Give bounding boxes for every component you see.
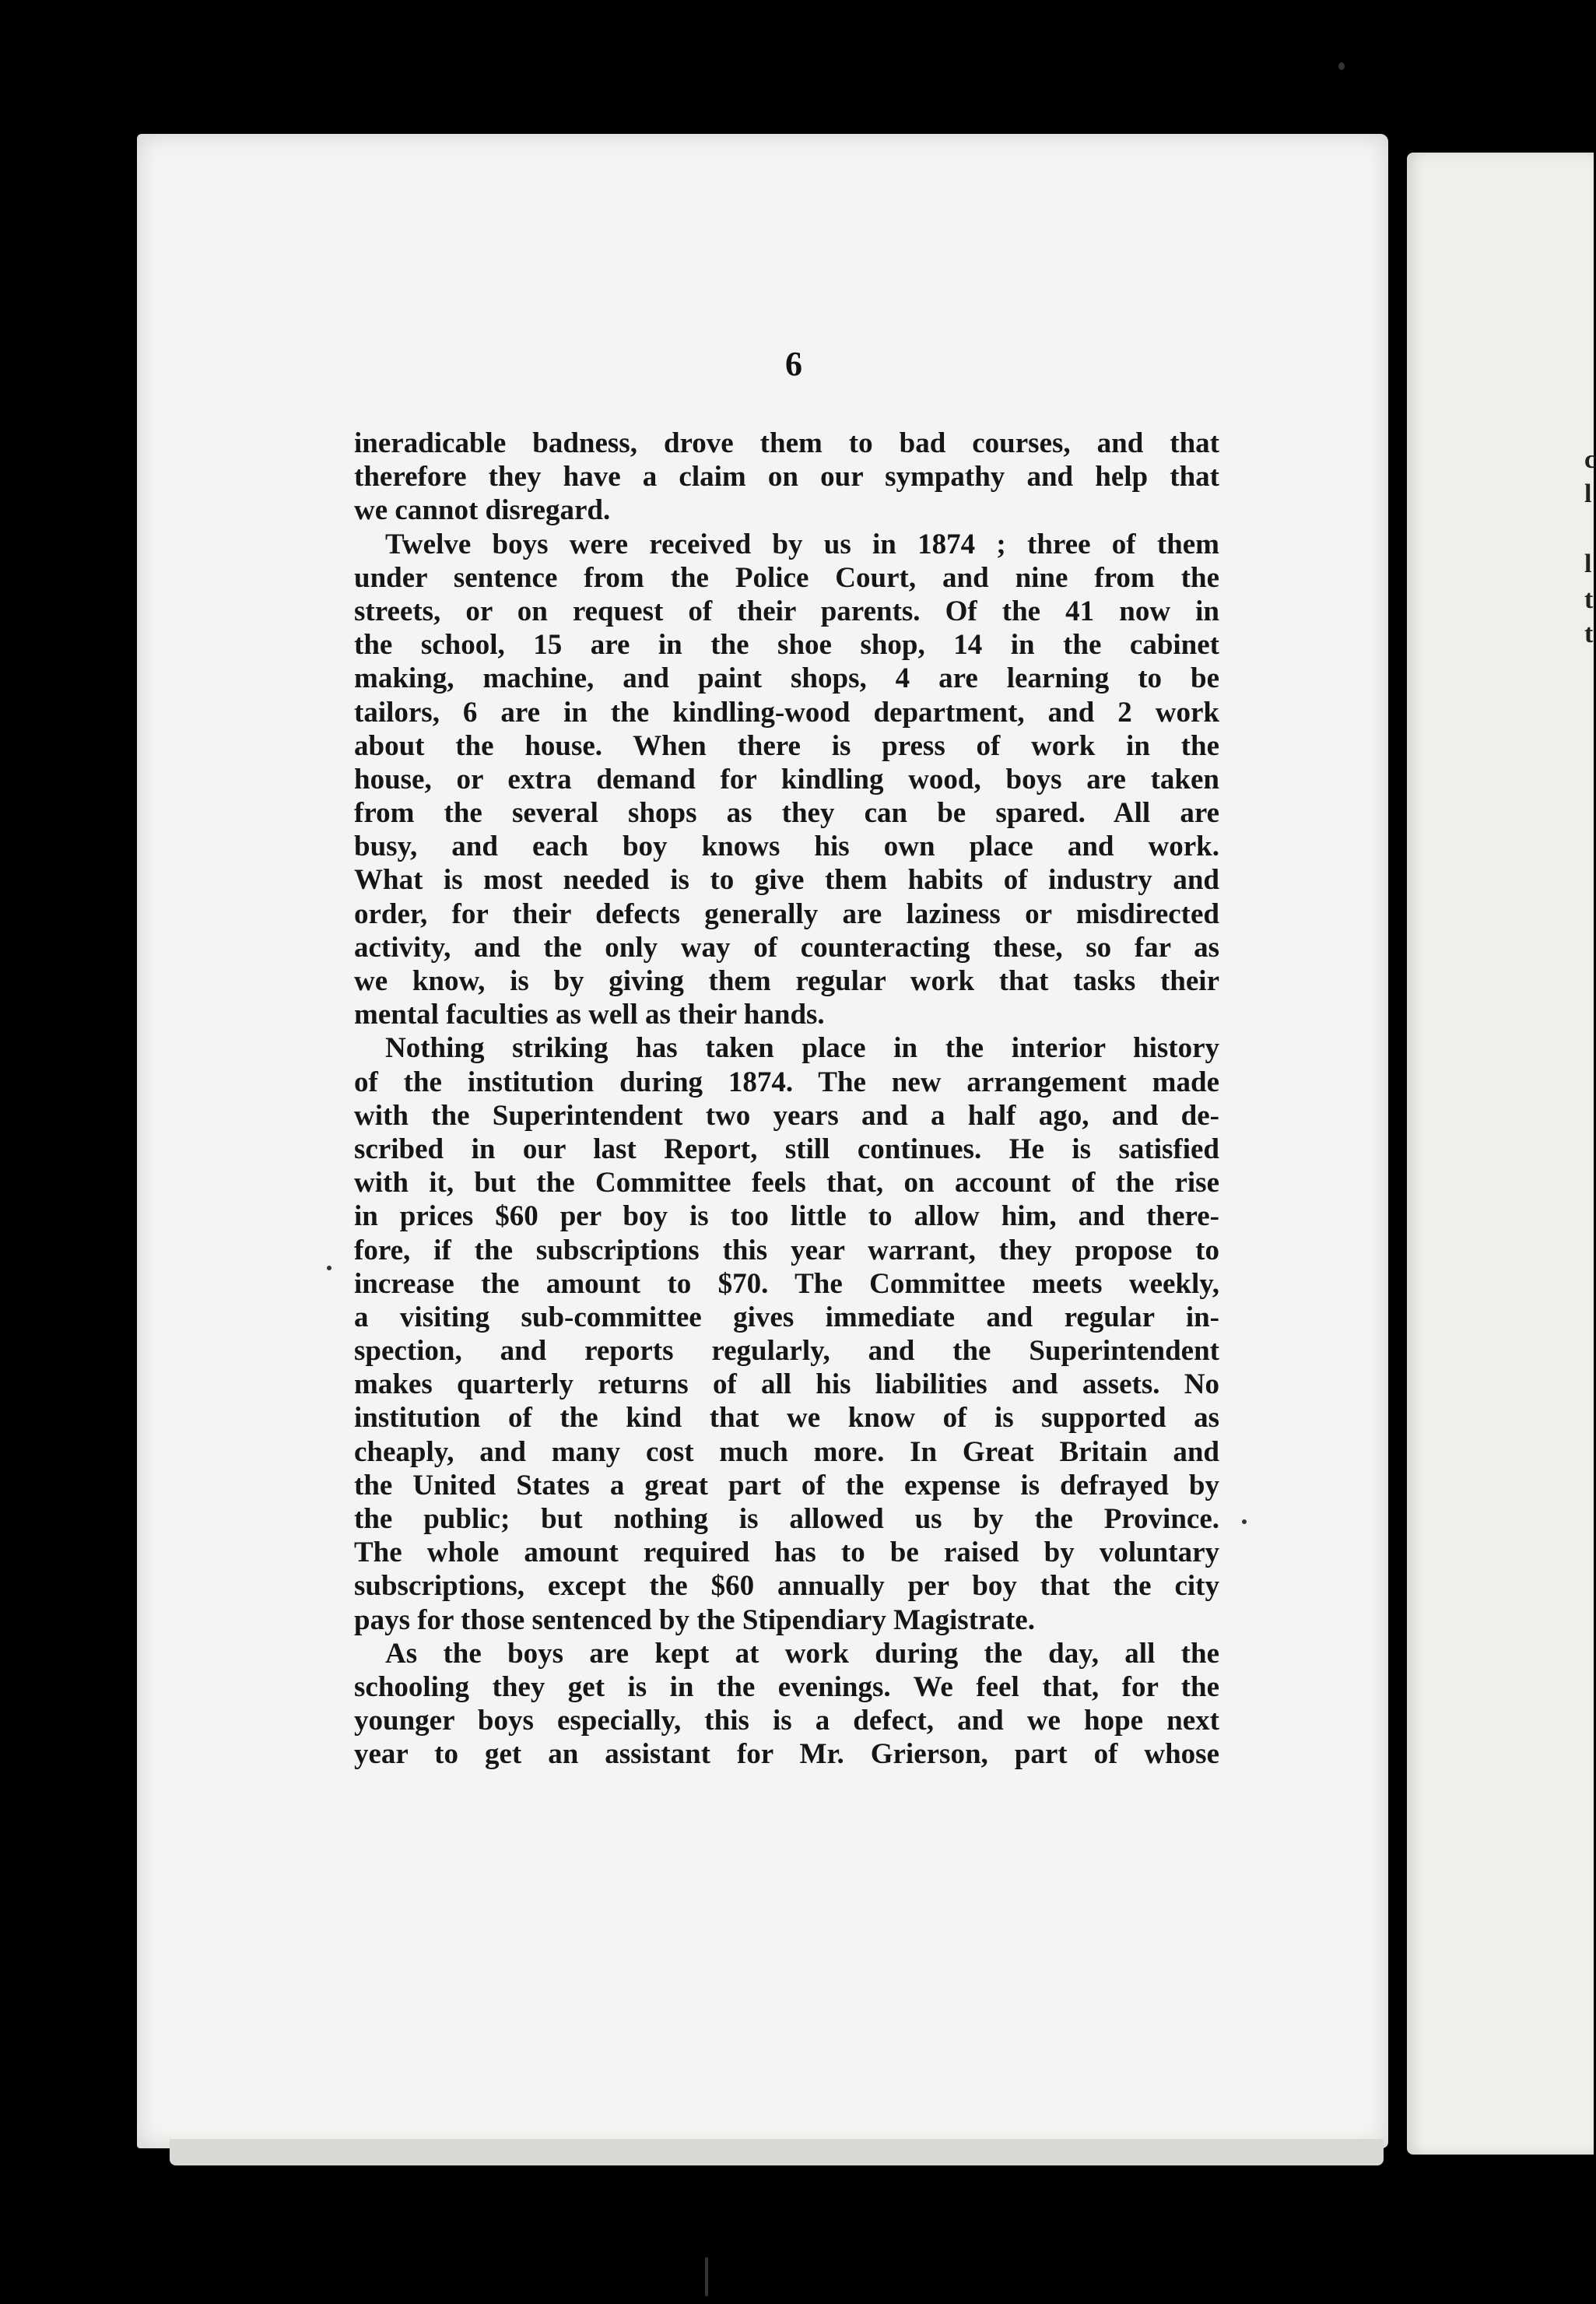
text-line: with the Superintendent two years and a half ago, and de- — [354, 1099, 1219, 1132]
text-line: As the boys are kept at work during the day, all the — [385, 1637, 1219, 1670]
page-edge — [170, 2139, 1384, 2165]
text-line: the United States a great part of the expense is defrayed by — [354, 1469, 1219, 1501]
text-line: the public; but nothing is allowed us by the Province. — [354, 1503, 1219, 1535]
scan-speck — [1242, 1519, 1247, 1524]
text-line: scribed in our last Report, still continues. He is satisfied — [354, 1133, 1219, 1165]
text-line: with it, but the Committee feels that, on account of the rise — [354, 1167, 1219, 1199]
text-line: makes quarterly returns of all his liabilities and assets. No — [354, 1368, 1219, 1401]
text-line: Twelve boys were received by us in 1874 ; three of them — [385, 528, 1219, 560]
text-line: pays for those sentenced by the Stipendiary Magistrate. — [354, 1603, 1035, 1636]
text-line: order, for their defects generally are laziness or misdirected — [354, 897, 1219, 930]
text-line: therefore they have a claim on our sympathy and help that — [354, 461, 1219, 493]
text-line: year to get an assistant for Mr. Grierson, part of whose — [354, 1738, 1219, 1771]
body-text — [354, 427, 1219, 1772]
text-line: What is most needed is to give them habits of industry and — [354, 864, 1219, 897]
text-line: mental faculties as well as their hands. — [354, 999, 825, 1031]
text-line: younger boys especially, this is a defect, and we hope next — [354, 1705, 1219, 1737]
text-line: ineradicable badness, drove them to bad courses, and that — [354, 427, 1219, 459]
text-line: subscriptions, except the $60 annually per boy that the city — [354, 1570, 1219, 1603]
text-line: in prices $60 per boy is too little to allow him, and there- — [354, 1200, 1219, 1233]
text-line: from the several shops as they can be spared. All are — [354, 797, 1219, 830]
adjacent-page-glyph: t — [1584, 585, 1594, 614]
text-line: fore, if the subscriptions this year warrant, they propose to — [354, 1234, 1219, 1266]
text-line: spection, and reports regularly, and the Superintendent — [354, 1335, 1219, 1368]
text-line: a visiting sub-committee gives immediate and regular in- — [354, 1301, 1219, 1333]
scan-speck — [1338, 62, 1345, 70]
text-line: about the house. When there is press of work in the — [354, 729, 1219, 762]
text-line: busy, and each boy knows his own place and work. — [354, 831, 1219, 863]
text-line: tailors, 6 are in the kindling-wood department, and 2 work — [354, 696, 1219, 729]
adjacent-page-glyph: l — [1584, 479, 1592, 508]
text-line: of the institution during 1874. The new arrangement made — [354, 1066, 1219, 1098]
text-line: under sentence from the Police Court, and nine from the — [354, 561, 1219, 594]
adjacent-page-glyph: l — [1584, 550, 1592, 578]
text-line: house, or extra demand for kindling wood, boys are taken — [354, 763, 1219, 796]
text-line: The whole amount required has to be raised by voluntary — [354, 1537, 1219, 1569]
text-line: we cannot disregard. — [354, 494, 611, 527]
text-line: streets, or on request of their parents. Of the 41 now in — [354, 595, 1219, 627]
adjacent-page — [1407, 153, 1594, 2155]
text-line: we know, is by giving them regular work that tasks their — [354, 965, 1219, 997]
page-number: 6 — [785, 345, 802, 383]
scan-speck — [327, 1266, 331, 1270]
adjacent-page-glyph: t — [1584, 620, 1594, 648]
text-line: Nothing striking has taken place in the interior history — [385, 1032, 1219, 1065]
text-line: institution of the kind that we know of is supported as — [354, 1402, 1219, 1435]
text-line: activity, and the only way of counteracting these, so far as — [354, 931, 1219, 964]
text-line: schooling they get is in the evenings. We feel that, for the — [354, 1670, 1219, 1703]
adjacent-page-glyph: c — [1584, 445, 1596, 474]
text-line: making, machine, and paint shops, 4 are learning to be — [354, 662, 1219, 695]
scan-speck — [705, 2257, 708, 2296]
text-line: cheaply, and many cost much more. In Great Britain and — [354, 1435, 1219, 1468]
text-line: increase the amount to $70. The Committee meets weekly, — [354, 1267, 1219, 1300]
text-line: the school, 15 are in the shoe shop, 14 in the cabinet — [354, 629, 1219, 662]
